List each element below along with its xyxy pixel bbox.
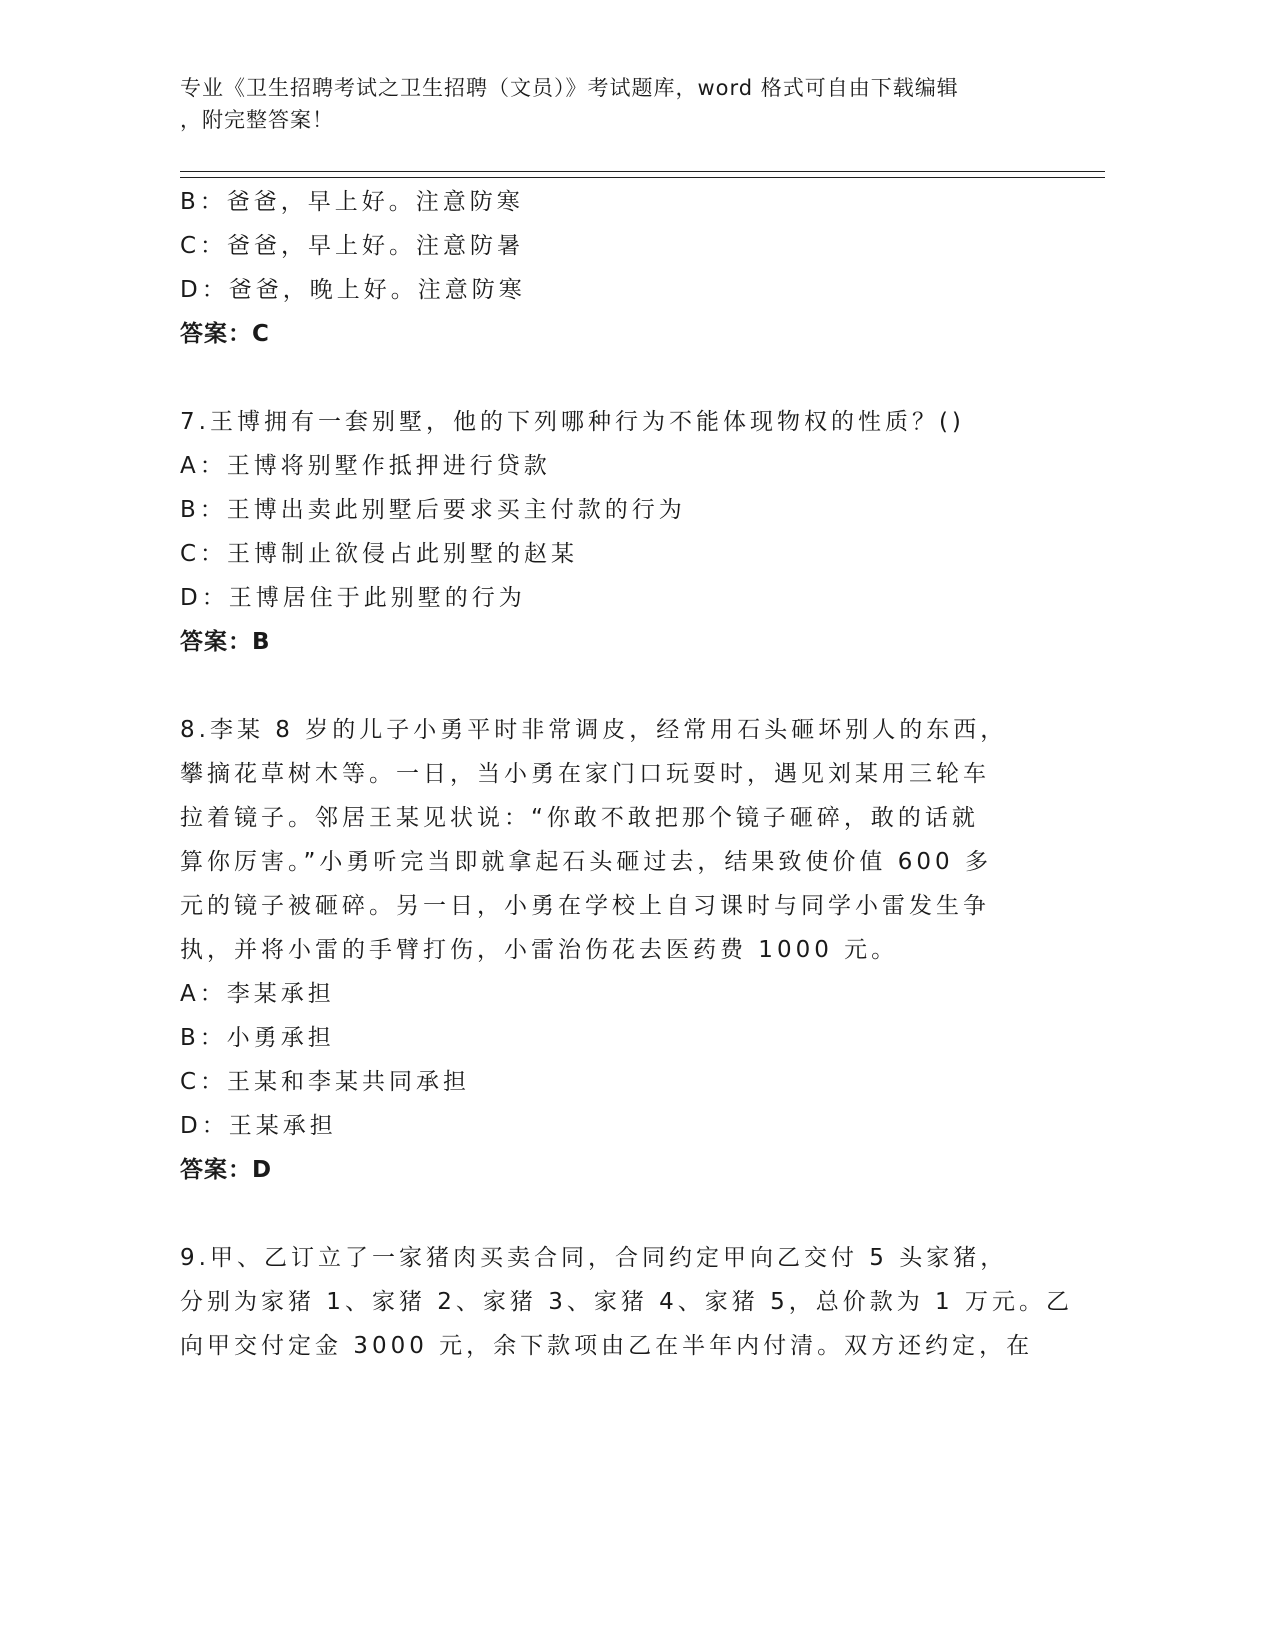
question-stem-line: 9.甲、乙订立了一家猪肉买卖合同，合同约定甲向乙交付 5 头家猪， bbox=[180, 1245, 1008, 1271]
question-7 bbox=[180, 400, 1040, 664]
question-stem-line: 攀摘花草树木等。一日，当小勇在家门口玩耍时，遇见刘某用三轮车 bbox=[180, 761, 990, 787]
option-d: D：爸爸，晚上好。注意防寒 bbox=[180, 277, 526, 303]
option-b: B：爸爸，早上好。注意防寒 bbox=[180, 189, 524, 215]
answer-line: 答案：C bbox=[180, 321, 270, 347]
option-d: D：王某承担 bbox=[180, 1113, 337, 1139]
answer-line: 答案：B bbox=[180, 629, 271, 655]
previous-question-options bbox=[180, 180, 1040, 312]
question-stem-line: 算你厉害。”小勇听完当即就拿起石头砸过去，结果致使价值 600 多 bbox=[180, 849, 992, 875]
question-stem-line: 向甲交付定金 3000 元，余下款项由乙在半年内付清。双方还约定，在 bbox=[180, 1333, 1034, 1359]
option-c: C：王博制止欲侵占此别墅的赵某 bbox=[180, 541, 579, 567]
option-a: A：王博将别墅作抵押进行贷款 bbox=[180, 453, 551, 479]
question-spacer bbox=[180, 1192, 1040, 1236]
question-stem-line: 分别为家猪 1、家猪 2、家猪 3、家猪 4、家猪 5，总价款为 1 万元。乙 bbox=[180, 1289, 1073, 1315]
header-divider-top bbox=[180, 171, 1105, 172]
header-title-line1: 专业《卫生招聘考试之卫生招聘（文员）》考试题库，word 格式可自由下载编辑 bbox=[180, 76, 959, 100]
option-c: C：王某和李某共同承担 bbox=[180, 1069, 471, 1095]
option-b: B：小勇承担 bbox=[180, 1025, 335, 1051]
question-8 bbox=[180, 708, 1040, 1192]
question-spacer bbox=[180, 356, 1040, 400]
question-stem-line: 拉着镜子。邻居王某见状说：“你敢不敢把那个镜子砸碎，敢的话就 bbox=[180, 805, 979, 831]
option-a: A：李某承担 bbox=[180, 981, 335, 1007]
option-b: B：王博出卖此别墅后要求买主付款的行为 bbox=[180, 497, 686, 523]
question-spacer bbox=[180, 664, 1040, 708]
question-stem-line: 执，并将小雷的手臂打伤，小雷治伤花去医药费 1000 元。 bbox=[180, 937, 899, 963]
option-d: D：王博居住于此别墅的行为 bbox=[180, 585, 526, 611]
question-9 bbox=[180, 1236, 1073, 1368]
header-title-line2: ，附完整答案！ bbox=[180, 108, 334, 132]
question-content bbox=[180, 180, 1073, 1368]
option-c: C：爸爸，早上好。注意防暑 bbox=[180, 233, 525, 259]
header-divider-bottom bbox=[180, 177, 1105, 178]
answer-line: 答案：D bbox=[180, 1157, 273, 1183]
document-header bbox=[180, 72, 1040, 136]
question-stem-line: 8.李某 8 岁的儿子小勇平时非常调皮，经常用石头砸坏别人的东西， bbox=[180, 717, 1008, 743]
question-stem: 7.王博拥有一套别墅，他的下列哪种行为不能体现物权的性质？() bbox=[180, 409, 965, 435]
question-stem-line: 元的镜子被砸碎。另一日，小勇在学校上自习课时与同学小雷发生争 bbox=[180, 893, 990, 919]
